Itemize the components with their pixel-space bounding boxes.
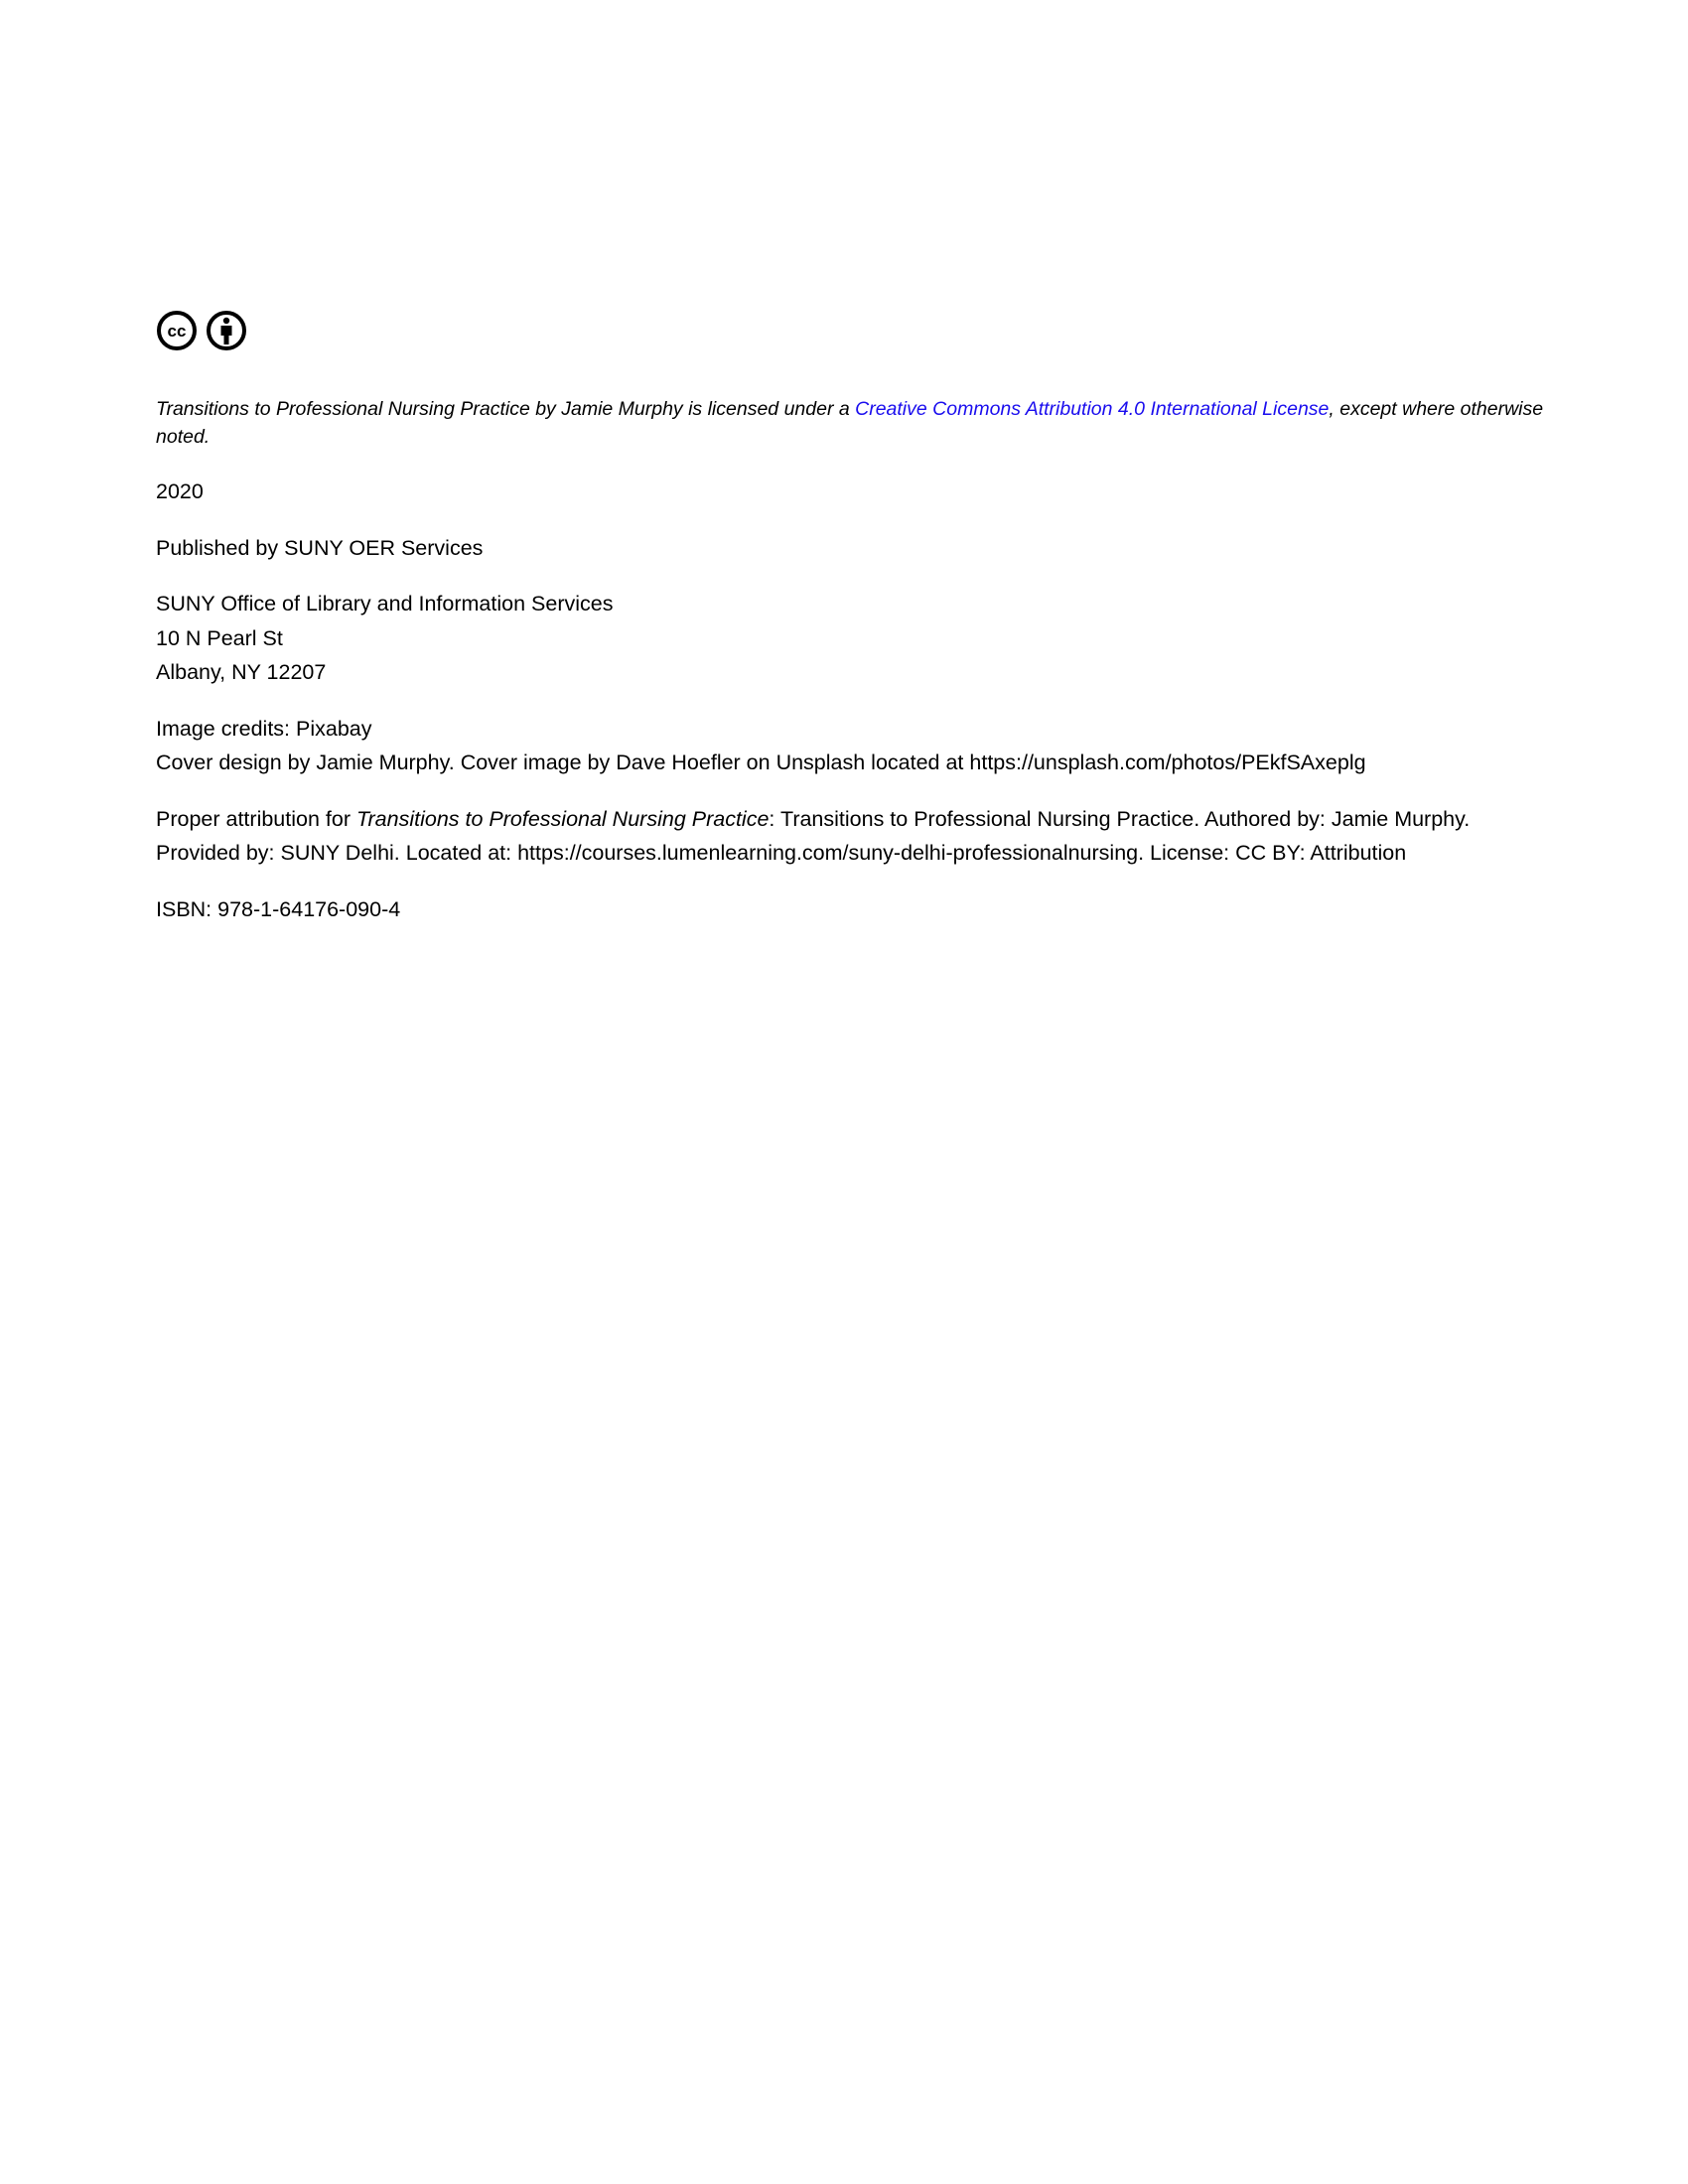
address-line-1: SUNY Office of Library and Information Services: [156, 592, 614, 615]
publisher-address: [156, 587, 1546, 690]
attribution-rest: : Transitions to Professional Nursing Practice. Authored by: Jamie Murphy.: [769, 806, 1471, 831]
svg-text:cc: cc: [167, 322, 187, 341]
publication-year: 2020: [156, 479, 204, 503]
attribution-line-2: Provided by: SUNY Delhi. Located at: https://courses.lumenlearning.com/suny-delhi-professionalnursing. License: CC BY: Attribution: [156, 841, 1407, 865]
cc-by-badge[interactable]: [156, 310, 1546, 351]
image-credits: Image credits: Pixabay: [156, 716, 372, 741]
license-suffix: , except where otherwise noted.: [156, 398, 1544, 448]
address-line-2: 10 N Pearl St: [156, 625, 283, 650]
credits: [156, 712, 1546, 780]
attribution-line-1: [156, 802, 1546, 837]
attribution-title: Transitions to Professional Nursing Practice: [355, 806, 770, 831]
attribution-prefix: Proper attribution for: [156, 806, 356, 831]
license-link[interactable]: Creative Commons Attribution 4.0 International License: [855, 398, 1330, 420]
isbn: ISBN: 978-1-64176-090-4: [156, 896, 401, 921]
publisher: Published by SUNY OER Services: [156, 535, 484, 560]
attribution-icon: [206, 310, 247, 351]
cover-credits: Cover design by Jamie Murphy. Cover image by Dave Hoefler on Unsplash located at https://unsplash.com/photos/PEkfSAxeplg: [156, 751, 1366, 774]
license-by-text: by Jamie Murphy is licensed under a: [529, 398, 856, 420]
attribution: [156, 802, 1546, 871]
address-line-3: Albany, NY 12207: [156, 660, 327, 684]
creative-commons-icon: [156, 310, 198, 351]
license-statement: [156, 395, 1546, 451]
copyright-page: [156, 310, 1546, 948]
book-title: Transitions to Professional Nursing Practice: [156, 398, 530, 420]
